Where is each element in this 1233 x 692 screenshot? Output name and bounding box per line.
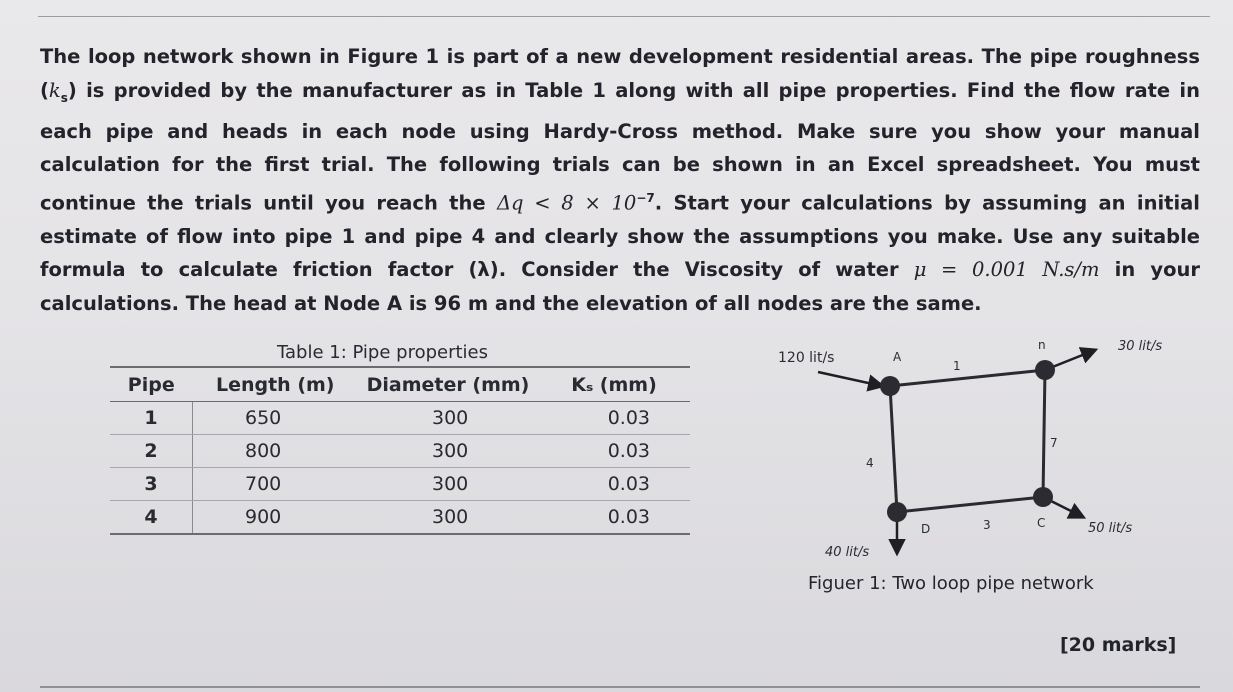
inflow-arrow — [818, 372, 882, 386]
cell-ks: 0.03 — [538, 468, 690, 501]
node-c — [1033, 487, 1053, 507]
cell-diameter: 300 — [358, 501, 538, 535]
pipe-4-label: 4 — [866, 456, 874, 470]
outflow-b-label: 30 lit/s — [1118, 339, 1163, 354]
cell-pipe: 4 — [110, 501, 193, 535]
cell-ks: 0.03 — [538, 402, 690, 435]
node-b — [1035, 360, 1055, 380]
outflow-d-label: 40 lit/s — [825, 545, 870, 560]
cell-length: 650 — [193, 402, 359, 435]
cell-diameter: 300 — [358, 435, 538, 468]
cell-ks: 0.03 — [538, 435, 690, 468]
cell-pipe: 2 — [110, 435, 193, 468]
table-caption: Table 1: Pipe properties — [276, 342, 489, 363]
node-b-label: n — [1038, 338, 1046, 352]
cell-length: 700 — [193, 468, 359, 501]
pipe-2-label: 7 — [1050, 436, 1058, 450]
pipe-3-line — [897, 497, 1043, 512]
node-d-label: D — [921, 522, 931, 536]
node-a — [880, 376, 900, 396]
node-a-label: A — [893, 350, 902, 364]
node-d — [887, 502, 907, 522]
roughness-symbol: k — [48, 78, 61, 102]
pipe-4-line — [890, 386, 897, 512]
cell-length: 800 — [193, 435, 359, 468]
cell-length: 900 — [193, 501, 359, 535]
header-length: Length (m) — [193, 367, 359, 402]
roughness-subscript: s — [60, 90, 68, 105]
cell-diameter: 300 — [358, 402, 538, 435]
bottom-rule — [40, 686, 1200, 688]
outflow-c-label: 50 lit/s — [1088, 521, 1133, 536]
tolerance-expression: Δq < 8 × 10 — [496, 191, 637, 215]
pipe-1-line — [890, 370, 1045, 386]
pipe-3-label: 3 — [983, 518, 991, 532]
question-part: ) is provided by the manufacturer as in Table 1 along with all pipe properties. Find the flow rate in each pipe and heads in each node using Hardy-Cross method. Make sure you show your manual calculation for the first trial. The following trials can be shown in an Excel spreadsheet. You must continue the trials until you reach the — [40, 78, 1200, 215]
cell-ks: 0.03 — [538, 501, 690, 535]
node-c-label: C — [1037, 516, 1046, 530]
cell-pipe: 3 — [110, 468, 193, 501]
cell-diameter: 300 — [358, 468, 538, 501]
question-part: The loop network shown in Figure 1 is part of a new development residential areas. The pipe roughness ( — [40, 45, 1200, 102]
question-part: . Start your calculations by assuming an initial estimate of flow into pipe 1 and pipe 4 and clearly show the assumptions you make. Use any suitable formula to calculate friction factor (λ). Consider the Viscosity of water — [40, 191, 1200, 282]
pipe-2-line — [1043, 370, 1045, 497]
header-pipe: Pipe — [110, 367, 193, 402]
pipe-1-label: 1 — [953, 359, 961, 373]
tolerance-exponent: −7 — [636, 190, 655, 205]
figure-caption: Figuer 1: Two loop pipe network — [808, 573, 1094, 594]
marks-label: [20 marks] — [1060, 634, 1177, 656]
question-part: in your calculations. The head at Node A is 96 m and the elevation of all nodes are the same. — [40, 258, 1200, 315]
header-ks: Kₛ (mm) — [538, 367, 690, 402]
cell-pipe: 1 — [110, 402, 193, 435]
viscosity-expression: μ = 0.001 N.s/m — [913, 258, 1100, 282]
header-diameter: Diameter (mm) — [358, 367, 538, 402]
inflow-label: 120 lit/s — [778, 350, 835, 366]
